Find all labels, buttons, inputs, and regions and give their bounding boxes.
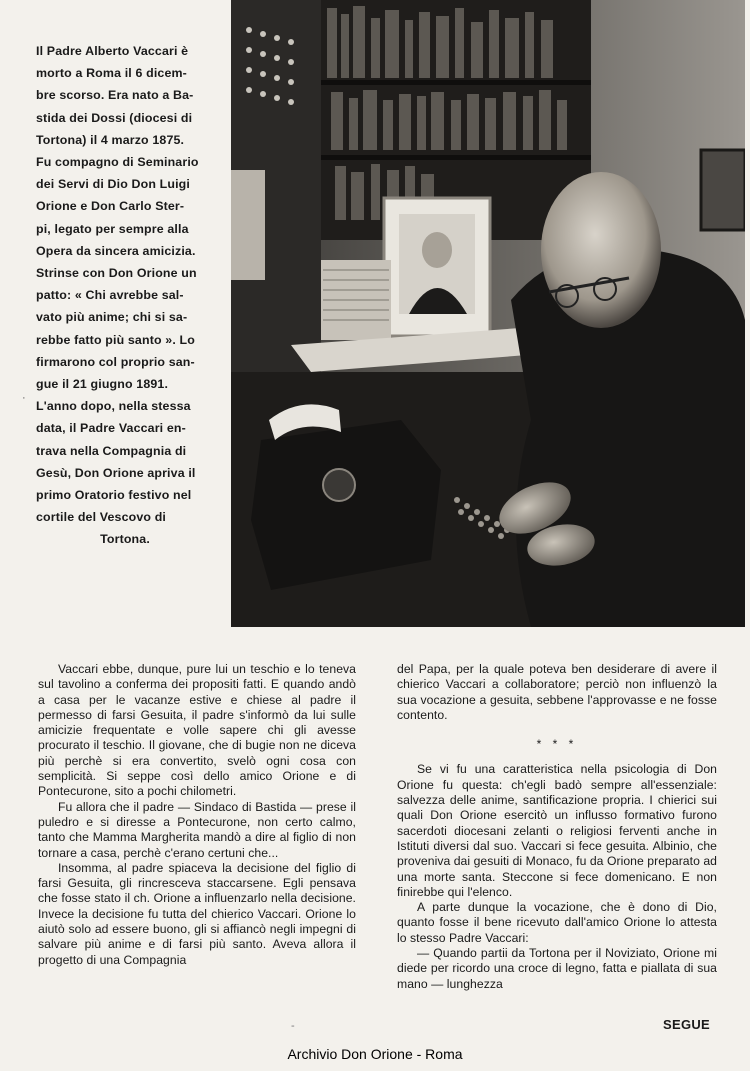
paragraph: — Quando partii da Tortona per il Noviziato, Orione mi diede per ricordo una croce di legno, fatta e piallata di sua mano — lunghezza — [397, 946, 717, 991]
hanging-paper — [231, 170, 265, 280]
caption-line: Orione e Don Carlo Ster- — [36, 199, 185, 214]
caption-line: Tortona) il 4 marzo 1875. — [36, 132, 185, 147]
caption-line: vato più anime; chi si sa- — [36, 310, 188, 325]
margin-mark: - — [291, 1020, 295, 1032]
caption-line: Opera da sincera amicizia. — [36, 243, 196, 258]
caption-line: Tortona. — [100, 532, 150, 547]
caption-line: Fu compagno di Seminario — [36, 155, 199, 170]
caption-line: morto a Roma il 6 dicem- — [36, 66, 187, 81]
archive-footer: Archivio Don Orione - Roma — [287, 1046, 463, 1062]
caption-line: bre scorso. Era nato a Ba- — [36, 88, 194, 103]
caption-line: L'anno dopo, nella stessa — [36, 399, 191, 414]
caption-line: rebbe fatto più santo ». Lo — [36, 332, 195, 347]
caption-line: cortile del Vescovo di — [36, 510, 167, 525]
paragraph: Se vi fu una caratteristica nella psicologia di Don Orione fu questa: ch'egli badò sempre all'essenziale: salvezza delle anime, santificazione propria. I chierici sui quali Don Orione esercitò un influsso formativo furono sacerdoti diocesani zelanti o religiosi ferventi anche in Istituti diversi dal suo. Vaccari si fece gesuita. Albinio, che proveniva dai gesuiti di Monaco, fu da Orione preparato ad una morte santa. Steccone si fece domenicano. E non finirebbe qui l'elenco. — [397, 762, 717, 899]
section-separator: * * * — [536, 737, 578, 752]
photo-caption — [36, 40, 214, 551]
wall-frame — [701, 150, 745, 230]
portrait-face — [422, 232, 452, 268]
paragraph: Fu allora che il padre — Sindaco di Bastida — prese il puledro e si diresse a Pontecurone, non certo calmo, tanto che Mamma Margherita mandò a dire al figlio di non tornare a casa, perchè c'erano certuni che... — [38, 799, 356, 860]
paragraph: Insomma, al padre spiaceva la decisione del figlio di farsi Gesuita, gli rincresceva staccarsene. Egli pensava che fosse stato il ch. Orione a influenzarlo nella decisione. Invece la decisione fu tutta del chierico Vaccari. Orione lo aiutò solo ad essere buono, gli si affiancò negli impegni di salvare più anime e di farsi più santo. Aveva allora il progetto di una Compagnia — [38, 860, 356, 967]
margin-mark: · — [22, 392, 26, 404]
article-column-left — [38, 662, 356, 968]
caption-line: Strinse con Don Orione un — [36, 266, 197, 281]
caption-line: Il Padre Alberto Vaccari è — [36, 44, 189, 58]
caption-line: trava nella Compagnia di — [36, 443, 187, 458]
caption-line: pi, legato per sempre alla — [36, 221, 189, 236]
shelf — [321, 155, 591, 160]
caption-line: dei Servi di Dio Don Luigi — [36, 177, 190, 192]
caption-line: Gesù, Don Orione apriva il — [36, 465, 196, 480]
continued-label: SEGUE — [663, 1017, 711, 1032]
caption-line: firmarono col proprio san- — [36, 354, 195, 369]
typewriter-knob — [323, 469, 355, 501]
caption-line: data, il Padre Vaccari en- — [36, 421, 186, 436]
caption-line: primo Oratorio festivo nel — [36, 488, 192, 503]
photograph — [231, 0, 745, 627]
caption-line: patto: « Chi avrebbe sal- — [36, 288, 184, 303]
paragraph-continuation: del Papa, per la quale poteva ben desiderare di avere il chierico Vaccari a collaboratore; perciò non influenzò la sua vocazione a gesuita, sebbene l'approvasse e ne fosse contento. — [397, 662, 717, 722]
caption-line: gue il 21 giugno 1891. — [36, 377, 169, 392]
caption-line: stida dei Dossi (diocesi di — [36, 110, 193, 125]
shelf — [321, 80, 591, 85]
photo-illustration — [231, 0, 745, 627]
paragraph: Vaccari ebbe, dunque, pure lui un teschio e lo teneva sul tavolino a conferma dei propositi fatti. E quando andò a casa per le vacanze estive e chiese al padre il permesso di farsi Gesuita, il padre s'informò da lui sulle amicizie frequentate e volle sapere chi gli avesse procurato il teschio. Il giovane, che di bugie non ne diceva più perchè si era convertito, svelò ogni cosa con semplicità. Si seppe così dello amico Orione e di Pontecurone, sito a pochi chilometri. — [38, 662, 356, 799]
article-column-right — [397, 662, 717, 992]
paragraph: A parte dunque la vocazione, che è dono di Dio, quanto fosse il bene ricevuto dall'amico Orione lo attesta lo stesso Padre Vaccari: — [397, 900, 717, 945]
